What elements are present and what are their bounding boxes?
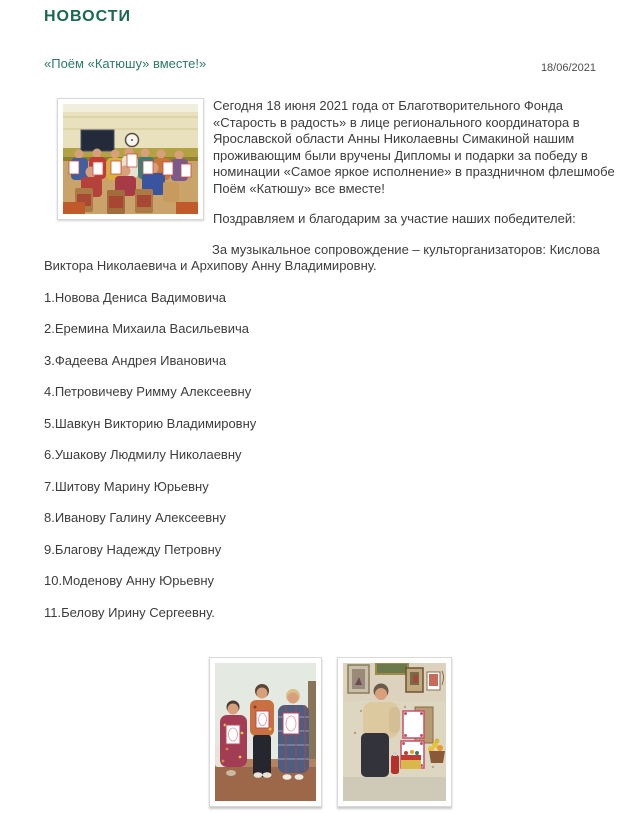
three-women-photo-illustration (215, 663, 316, 801)
article-paragraph-3: За музыкальное сопровождение – культорганизаторов: Кислова Виктора Николаевича и Архипову Анну Владимировну. (44, 241, 600, 273)
group-photo-illustration (63, 104, 198, 214)
article-paragraph-1: Сегодня 18 июня 2021 года от Благотворительного Фонда «Старость в радость» в лице регионального координатора в Ярославской области Анны Николаевны Симакиной нашим проживающим были вручены Дипломы и подарки за победу в номинации «Самое яркое исполнение» в праздничном флешмобе Поём «Катюшу» все вместе! (213, 98, 615, 196)
winner-item-8: 8.Иванову Галину Алексеевну (44, 510, 226, 525)
article-title-link[interactable]: «Поём «Катюшу» вместе!» (44, 56, 207, 71)
gallery-photo-women[interactable] (209, 657, 322, 807)
article-paragraph-2: Поздравляем и благодарим за участие наших победителей: (213, 211, 576, 226)
article-thumbnail-photo[interactable] (57, 98, 204, 220)
article-date: 18/06/2021 (540, 62, 596, 74)
man-with-diplomas-photo-illustration (343, 663, 446, 801)
winners-list (44, 290, 618, 622)
page-title: НОВОСТИ (44, 8, 132, 25)
winner-item-1: 1.Новова Дениса Вадимовича (44, 289, 226, 305)
winner-item-3: 3.Фадеева Андрея Ивановича (44, 352, 227, 368)
winner-item-11: 11.Белову Ирину Сергеевну. (44, 604, 215, 620)
winner-item-10: 10.Моденову Анну Юрьевну (44, 573, 215, 588)
photo-gallery (209, 657, 618, 807)
winner-item-9: 9.Благову Надежду Петровну (44, 541, 222, 557)
winner-item-7: 7.Шитову Марину Юрьевну (44, 478, 209, 494)
winner-item-5: 5.Шавкун Викторию Владимировну (44, 415, 257, 431)
gallery-photo-man[interactable] (337, 657, 452, 807)
winner-item-6: 6.Ушакову Людмилу Николаевну (44, 447, 242, 462)
article-header (44, 56, 618, 74)
winner-item-4: 4.Петровичеву Римму Алексеевну (44, 384, 252, 399)
article-body (44, 98, 618, 807)
winner-item-2: 2.Еремина Михаила Васильевича (44, 321, 249, 336)
